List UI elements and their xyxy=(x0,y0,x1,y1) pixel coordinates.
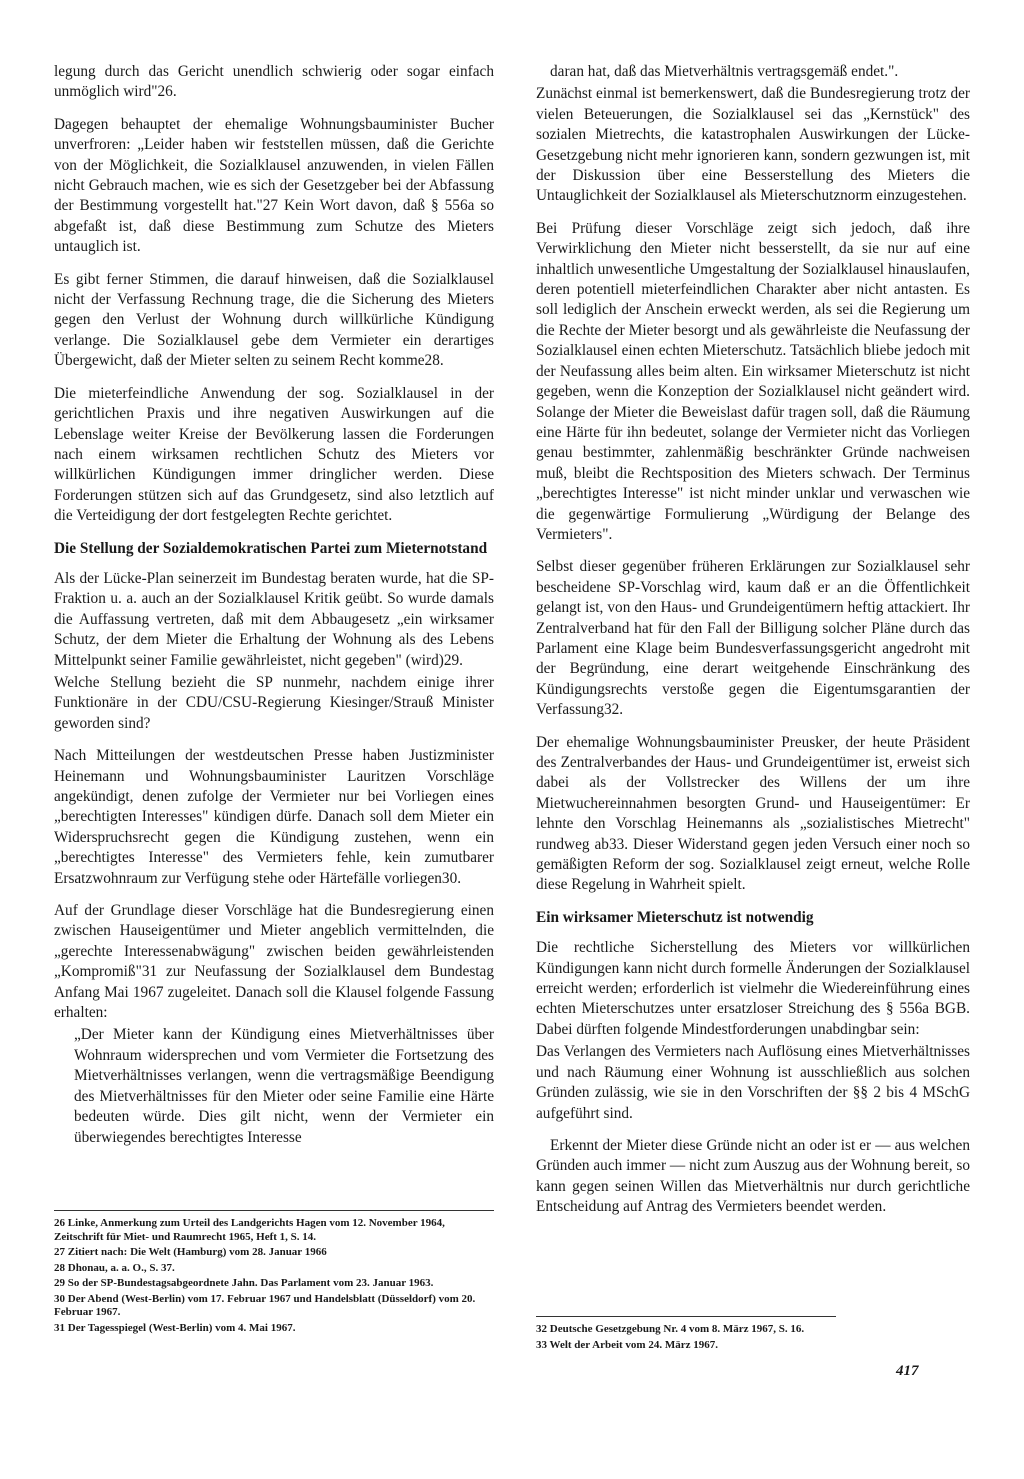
footnote: 28 Dhonau, a. a. O., S. 37. xyxy=(54,1261,175,1274)
paragraph: Zunächst einmal ist bemerkenswert, daß die Bundesregierung trotz der vielen Beteuerungen, die Sozialklausel sei das „Kernstück" des sozialen Mietrechts, die katastrophalen Auswirkungen der Lücke-Gesetzgebung nicht mehr ignorieren kann, sondern gezwungen ist, mit der Diskussion über eine Besserstellung des Mieters die Untauglichkeit der Sozialklausel als Mieterschutznorm einzugestehen. xyxy=(536,85,970,205)
left-column xyxy=(54,62,494,1148)
paragraph: Die mieterfeindliche Anwendung der sog. Sozialklausel in der gerichtlichen Praxis und ihre negativen Auswirkungen auf die Lebenslage weiter Kreise der Bevölkerung lassen die Forderungen nach einem wirksamen rechtlichen Schutz des Mieters vor willkürlichen Kündigungen immer dringlicher werden. Diese Forderungen stützen sich auf das Grundgesetz, sind also letztlich auf die Verteidigung der dort festgelegten Rechte gerichtet. xyxy=(54,384,494,525)
footnote: 30 Der Abend (West-Berlin) vom 17. Februar 1967 und Handelsblatt (Düsseldorf) vom 20. Februar 1967. xyxy=(54,1292,476,1318)
paragraph: Auf der Grundlage dieser Vorschläge hat die Bundesregierung einen zwischen Hauseigentümer und Mieter angeblich vermittelnden, die „gerechte Interessenabwägung" zwischen beiden gewährleistenden „Kompromiß"31 zur Neufassung der Sozialklausel dem Bundestag Anfang Mai 1967 zugeleitet. Danach soll die Klausel folgende Fassung erhalten: xyxy=(54,902,494,1022)
paragraph: Dagegen behauptet der ehemalige Wohnungsbauminister Bucher unverfroren: „Leider haben wir feststellen müssen, daß die Gerichte von der Möglichkeit, die Sozialklausel anzuwenden, in vielen Fällen nicht Gebrauch machen, wie es sich der Gesetzgeber bei der Abfassung der Bestimmung vorgestellt hat."27 Kein Wort davon, daß § 556a so abgefaßt ist, daß diese Bestimmung zum Schutze des Mieters untauglich ist. xyxy=(54,115,494,256)
footnotes-right xyxy=(536,1316,836,1354)
block-quote xyxy=(54,1025,494,1147)
paragraph: Die rechtliche Sicherstellung des Mieters vor willkürlichen Kündigungen kann nicht durch formelle Änderungen der Sozialklausel erreicht werden; erforderlich ist vielmehr die Wiedereinführung eines echten Mieterschutzes unter ersatzloser Streichung des § 556a BGB. Dabei dürften folgende Mindestforderungen unabdingbar sein: xyxy=(536,939,970,1038)
footnote: 31 Der Tagesspiegel (West-Berlin) vom 4. Mai 1967. xyxy=(54,1321,296,1334)
footnote: 32 Deutsche Gesetzgebung Nr. 4 vom 8. März 1967, S. 16. xyxy=(536,1323,805,1335)
right-column xyxy=(536,62,970,1230)
paragraph: Selbst dieser gegenüber früheren Erklärungen zur Sozialklausel sehr bescheidene SP-Vorschlag wird, kaum daß er an die Öffentlichkeit gelangt ist, von den Haus- und Grundeigentümern heftig attackiert. Ihr Zentralverband hat für den Fall der Billigung solcher Pläne durch das Parlament eine Klage beim Bundesverfassungsgericht angedroht mit der Begründung, eine derart weitgehende Einschränkung des Kündigungsrechts verstoße gegen die Eigentumsgarantien der Verfassung32. xyxy=(536,558,970,719)
paragraph: Das Verlangen des Vermieters nach Auflösung eines Mietverhältnisses und nach Räumung einer Wohnung ist ausschließlich aus solchen Gründen zulässig, wie sie in den Vorschriften der §§ 2 bis 4 MSchG aufgeführt sind. xyxy=(536,1043,970,1122)
paragraph: legung durch das Gericht unendlich schwierig oder sogar einfach unmöglich wird"26. xyxy=(54,63,494,101)
footnote: 29 So der SP-Bundestagsabgeordnete Jahn. Das Parlament vom 23. Januar 1963. xyxy=(54,1277,434,1289)
quote-text: „Der Mieter kann der Kündigung eines Mietverhältnisses über Wohnraum widersprechen und vom Vermieter die Fortsetzung des Mietverhältnisses verlangen, wenn die vertragsmäßige Beendigung des Mietverhältnisses für den Mieter oder seine Familie eine Härte bedeuten würde. Dies gilt nicht, wenn der Vermieter ein überwiegendes berechtigtes Interesse xyxy=(74,1026,494,1146)
footnote: 26 Linke, Anmerkung zum Urteil des Landgerichts Hagen vom 12. November 1964, Zeitschrift für Miet- und Raumrecht 1965, Heft 1, S. 14. xyxy=(54,1217,445,1243)
section-heading: Ein wirksamer Mieterschutz ist notwendig xyxy=(536,908,814,926)
section-heading: Die Stellung der Sozialdemokratischen Partei zum Mieternotstand xyxy=(54,539,488,557)
paragraph: Nach Mitteilungen der westdeutschen Presse haben Justizminister Heinemann und Wohnungsbauminister Lauritzen Vorschläge angekündigt, denen zufolge der Vermieter nur bei Vorliegen eines „berechtigten Interesses" kündigen dürfe. Danach soll dem Mieter ein Widerspruchsrecht gegen die Kündigung zustehen, wenn ein „berechtigtes Interesse" des Vermieters fehle, kein zumutbarer Ersatzwohnraum zur Verfügung stehe oder Härtefälle vorliegen30. xyxy=(54,747,494,887)
page-number: 417 xyxy=(896,1363,919,1379)
paragraph: Erkennt der Mieter diese Gründe nicht an oder ist er — aus welchen Gründen auch immer — nicht zum Auszug aus der Wohnung bereit, so kann gegen seinen Willen das Mietverhältnis nur durch gerichtliche Entscheidung auf Antrag des Vermieters beendet werden. xyxy=(536,1136,970,1216)
footnote: 27 Zitiert nach: Die Welt (Hamburg) vom 28. Januar 1966 xyxy=(54,1246,327,1258)
quote-continuation: daran hat, daß das Mietverhältnis vertragsgemäß endet.". xyxy=(550,63,899,80)
paragraph: Der ehemalige Wohnungsbauminister Preusker, der heute Präsident des Zentralverbandes der Haus- und Grundeigentümer ist, erweist sich dabei als der Vollstrecker des Willens der um ihre Mietwuchereinnahmen besorgten Grund- und Hauseigentümer: Er lehnte den Vorschlag Heinemanns als „sozialistisches Mietrecht" rundweg ab33. Dieser Widerstand gegen jeden Versuch einer noch so gemäßigten Reform der sog. Sozialklausel zeigt erneut, welche Rolle diese Regelung in Wahrheit spielt. xyxy=(536,733,970,894)
paragraph: Es gibt ferner Stimmen, die darauf hinweisen, daß die Sozialklausel nicht der Verfassung Rechnung trage, die die Sicherung des Mieters gegen den Verlust der Wohnung durch willkürliche Kündigung verlange. Die Sozialklausel gebe dem Vermieter ein derartiges Übergewicht, daß der Mieter selten zu seinem Recht komme28. xyxy=(54,270,494,370)
paragraph: Als der Lücke-Plan seinerzeit im Bundestag beraten wurde, hat die SP-Fraktion u. a. auch an der Sozialklausel Kritik geübt. So wurde damals die Auffassung vertreten, daß mit dem Abbaugesetz „ein wirksamer Schutz, der dem Mieter die Erhaltung der Wohnung als des Lebens Mittelpunkt seiner Familie gewährleistet, nicht gegeben" (wird)29. xyxy=(54,569,494,669)
footnote: 33 Welt der Arbeit vom 24. März 1967. xyxy=(536,1338,718,1351)
paragraph: Bei Prüfung dieser Vorschläge zeigt sich jedoch, daß ihre Verwirklichung den Mieter nicht besserstellt, da sie nur auf eine inhaltlich unwesentliche Umgestaltung der Sozialklausel hinauslaufen, deren potentiell mieterfeindlichen Charakter aber nicht antasten. Es soll lediglich der Anschein erweckt werden, als sei die Regierung um die Rechte der Mieter besorgt und als gewährleiste die Neufassung der Sozialklausel einen echten Mieterschutz. Tatsächlich bliebe jedoch mit der Neufassung alles beim alten. Ein wirksamer Mieterschutz ist nicht gegeben, wenn die Konzeption der Sozialklausel nicht geändert wird. Solange der Mieter die Beweislast dafür tragen soll, daß die Räumung eine Härte für ihn bedeutet, solange der Vermieter nicht das Vorliegen genau bestimmter, zahlenmäßig beschränkter Gründe nachweisen muß, bleibt die Rechtsposition des Mieters schwach. Der Terminus „berechtigtes Interesse" ist nicht minder unklar und verwaschen wie die gegenwärtige Formulierung „Würdigung der Belange des Vermieters". xyxy=(536,219,970,543)
footnotes-left xyxy=(54,1210,494,1337)
paragraph: Welche Stellung bezieht die SP nunmehr, nachdem einige ihrer Funktionäre in der CDU/CSU-Regierung Kiesinger/Strauß Minister geworden sind? xyxy=(54,673,494,732)
